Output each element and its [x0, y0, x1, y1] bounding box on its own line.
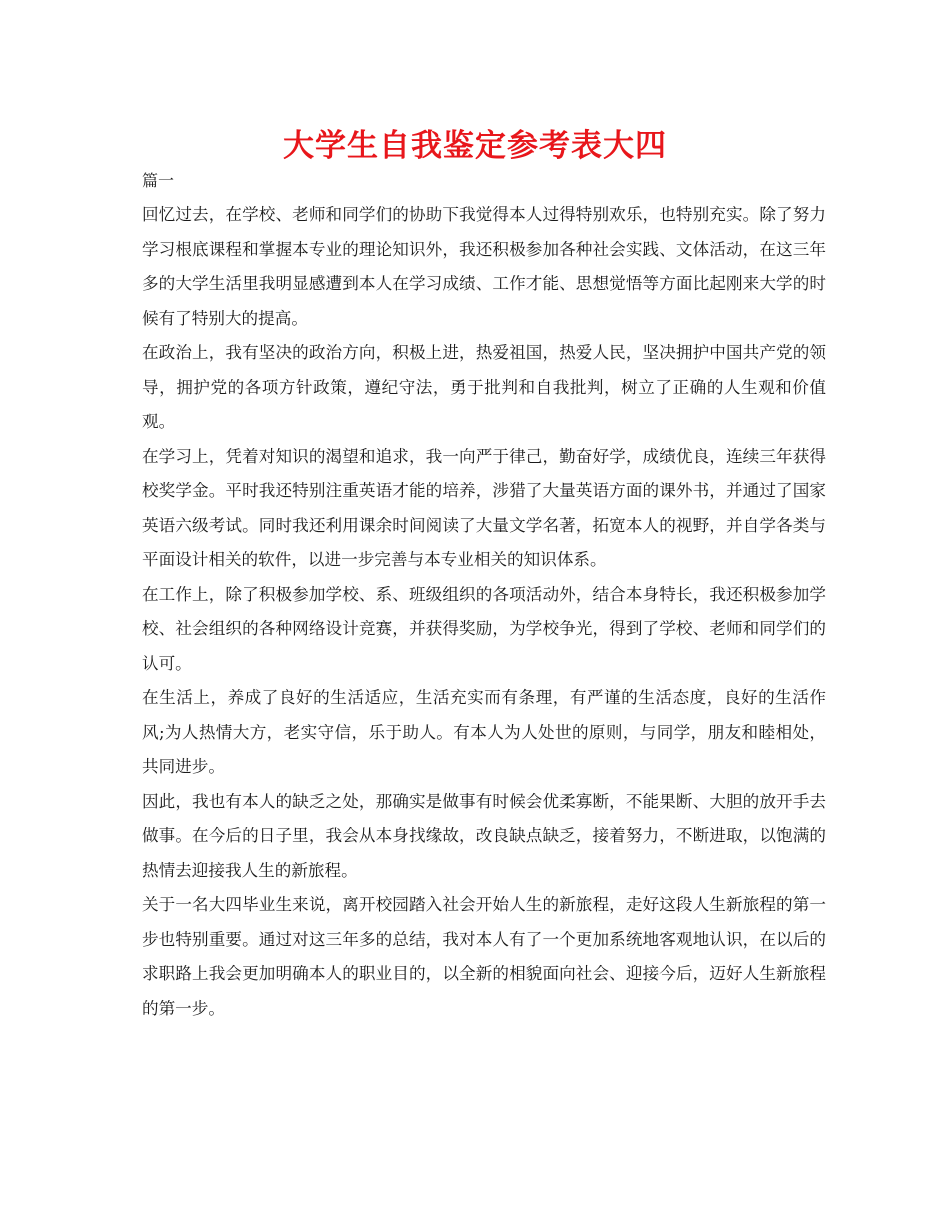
- document-body: [142, 198, 826, 1026]
- section-label: 篇一: [142, 171, 175, 190]
- paragraph: 在学习上，凭着对知识的渴望和追求，我一向严于律己，勤奋好学，成绩优良，连续三年获得校奖学金。平时我还特别注重英语才能的培养，涉猎了大量英语方面的课外书，并通过了国家英语六级考试。同时我还利用课余时间阅读了大量文学名著，拓宽本人的视野，并自学各类与平面设计相关的软件，以进一步完善与本专业相关的知识体系。: [142, 446, 826, 569]
- paragraph: 回忆过去，在学校、老师和同学们的协助下我觉得本人过得特别欢乐，也特别充实。除了努力学习根底课程和掌握本专业的理论知识外，我还积极参加各种社会实践、文体活动，在这三年多的大学生活里我明显感遭到本人在学习成绩、工作才能、思想觉悟等方面比起刚来大学的时候有了特别大的提高。: [142, 205, 826, 328]
- paragraph: 在政治上，我有坚决的政治方向，积极上进，热爱祖国，热爱人民，坚决拥护中国共产党的领导，拥护党的各项方针政策，遵纪守法，勇于批判和自我批判，树立了正确的人生观和价值观。: [142, 343, 826, 431]
- paragraph: 因此，我也有本人的缺乏之处，那确实是做事有时候会优柔寡断，不能果断、大胆的放开手去做事。在今后的日子里，我会从本身找缘故，改良缺点缺乏，接着努力，不断进取，以饱满的热情去迎接我人生的新旅程。: [142, 791, 826, 880]
- paragraph: 关于一名大四毕业生来说，离开校园踏入社会开始人生的新旅程，走好这段人生新旅程的第一步也特别重要。通过对这三年多的总结，我对本人有了一个更加系统地客观地认识，在以后的求职路上我会更加明确本人的职业目的，以全新的相貌面向社会、迎接今后，迈好人生新旅程的第一步。: [142, 895, 826, 1018]
- paragraph: 在工作上，除了积极参加学校、系、班级组织的各项活动外，结合本身特长，我还积极参加学校、社会组织的各种网络设计竞赛，并获得奖励，为学校争光，得到了学校、老师和同学们的认可。: [142, 584, 826, 673]
- document-title: 大学生自我鉴定参考表大四: [283, 128, 667, 164]
- paragraph: 在生活上，养成了良好的生活适应，生活充实而有条理，有严谨的生活态度，良好的生活作风;为人热情大方，老实守信，乐于助人。有本人为人处世的原则，与同学，朋友和睦相处，共同进步。: [142, 688, 826, 776]
